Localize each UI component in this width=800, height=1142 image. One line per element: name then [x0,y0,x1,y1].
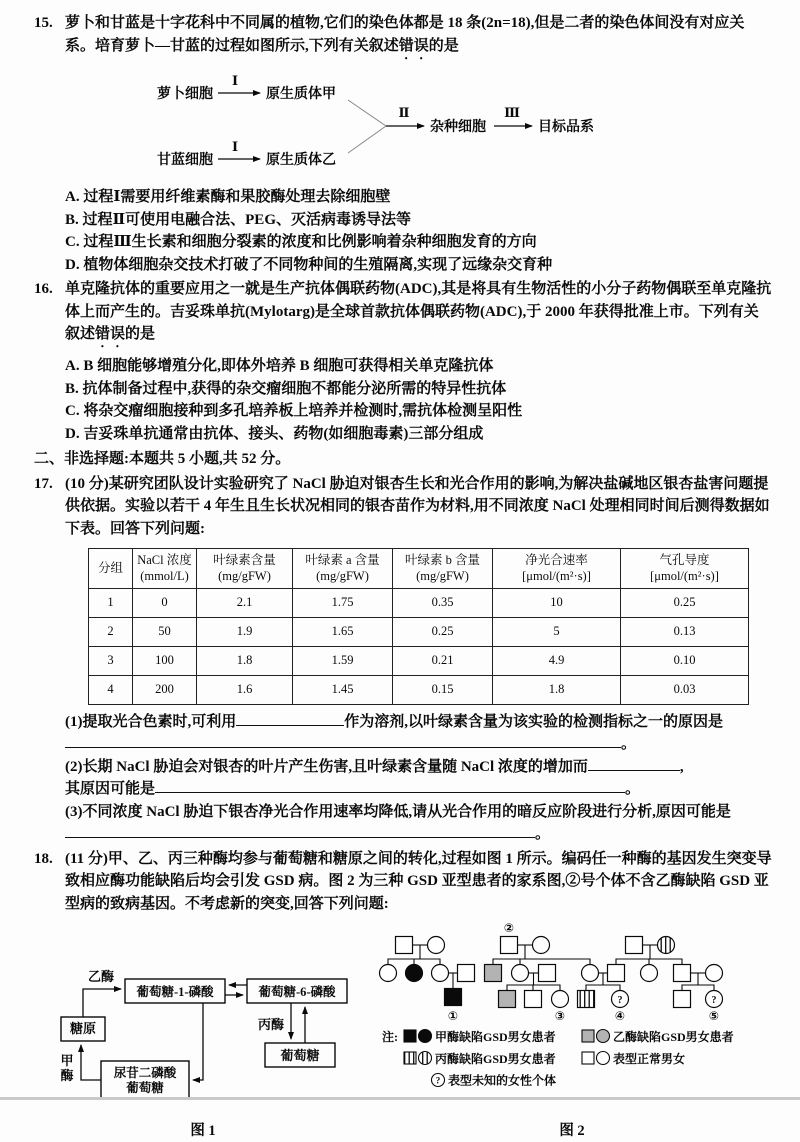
table-cell: 1.8 [197,646,293,675]
table-cell: 200 [133,675,197,704]
col-header-chlorophyll-b: 叶绿素 b 含量 (mg/gFW) [393,549,493,589]
col-header-group: 分组 [89,549,133,589]
option-a: A. 过程Ⅰ需要用纤维素酶和果胶酶处理去除细胞壁 [65,186,772,209]
individual-5-label: ⑤ [709,1009,719,1023]
q17-subquestion-1: (1)提取光合色素时,可利用 作为溶剂,以叶绿素含量为该实验的检测指标之一的原因是。 [65,711,772,756]
question-18-figures [34,923,772,1142]
option-b: B. 抗体制备过程中,获得的杂交瘤细胞不都能分泌所需的特异性抗体 [65,378,772,401]
table-cell: 3 [89,646,133,675]
q17-subquestion-2: (2)长期 NaCl 胁迫会对银杏的叶片产生伤害,且叶绿素含量随 NaCl 浓度的增加而 , 其原因可能是 。 [65,756,772,801]
option-c: C. 过程Ⅲ生长素和细胞分裂素的浓度和比例影响着杂种细胞发育的方向 [65,231,772,254]
figure-2-caption: 图 2 [372,1121,772,1142]
figure2-pedigree-chart [372,923,772,1111]
figure-1 [34,961,372,1142]
table-cell: 0.25 [393,617,493,646]
protoplast-a-label: 原生质体甲 [266,85,336,102]
table-cell: 2.1 [197,588,293,617]
target-strain-label: 目标品系 [538,118,594,135]
step3-label: Ⅲ [504,105,520,120]
table-cell: 10 [493,588,621,617]
option-d: D. 吉妥珠单抗通常由抗体、接头、药物(如细胞毒素)三部分组成 [65,423,772,446]
pedigree-symbols [380,937,723,1008]
table-cell: 0.25 [621,588,749,617]
table-header-row [89,549,749,589]
legend-item-3: 丙酶缺陷GSD男女患者 [435,1051,556,1066]
enzyme-bing-label: 丙酶 [258,1017,284,1032]
glycogen-label: 糖原 [69,1021,96,1036]
table-cell: 5 [493,617,621,646]
protoplast-fusion-diagram [152,69,622,175]
question-16 [34,278,772,351]
question-15-number: 15. [34,12,53,35]
answer-blank [65,734,621,748]
individual-4-label: ④ [615,1009,625,1023]
question-16-number: 16. [34,278,53,301]
radish-cell-label: 萝卜细胞 [157,85,213,102]
table-cell: 1 [89,588,133,617]
table-cell: 4 [89,675,133,704]
table-row [89,675,749,704]
figure1-pathway-diagram [43,961,363,1111]
table-cell: 0.21 [393,646,493,675]
question-16-options [34,355,772,445]
col-header-photosynthesis: 净光合速率 [μmol/(m²·s)] [493,549,621,589]
question-17 [34,473,772,846]
question-18-text: (11 分)甲、乙、丙三种酶均参与葡萄糖和糖原之间的转化,过程如图 1 所示。编码任一种酶的基因发生突变导致相应酶功能缺陷后均会引发 GSD 病。图 2 为三种 GSD 亚型患者的家系图,②号个体不含乙酶缺陷 GSD 亚型病的致病基因。不考虑新的突变,回答下列问题: [65,848,772,916]
legend-item-2: 乙酶缺陷GSD男女患者 [613,1029,734,1044]
unknown-mark-4: ? [618,995,623,1006]
table-cell: 0.35 [393,588,493,617]
table-cell: 0.13 [621,617,749,646]
step1-label: Ⅰ [232,73,238,88]
table-row [89,617,749,646]
table-row [89,588,749,617]
emphasized-word: 错误 [95,326,125,342]
legend-item-5: 表型未知的女性个体 [448,1073,556,1088]
enzyme-yi-label: 乙酶 [88,969,114,984]
table-cell: 1.8 [493,675,621,704]
hybrid-cell-label: 杂种细胞 [430,118,486,135]
q17-data-table [88,548,749,705]
udp-glucose-label-line1: 尿苷二磷酸 [114,1065,177,1080]
section-2-header: 二、非选择题:本题共 5 小题,共 52 分。 [34,448,772,471]
table-cell: 1.6 [197,675,293,704]
emphasized-word: 错误 [399,38,429,54]
question-16-text: 单克隆抗体的重要应用之一就是生产抗体偶联药物(ADC),其是将具有生物活性的小分子药物偶联至单克隆抗体上而产生的。吉妥珠单抗(Mylotarg)是全球首款抗体偶联药物(ADC),于 2000 年获得批准上市。下列有关叙述错误的是 [65,278,772,351]
table-cell: 0 [133,588,197,617]
table-cell: 1.45 [293,675,393,704]
question-17-text: (10 分)某研究团队设计实验研究了 NaCl 胁迫对银杏生长和光合作用的影响,为解决盐碱地区银杏盐害问题提供依据。实验以若干 4 年生且生长状况相同的银杏苗作为材料,用不同浓度 NaCl 处理相同时间后测得数据如下表。回答下列问题: [65,473,772,541]
q15-process-diagram [152,69,772,183]
individual-1-label: ① [448,1009,458,1023]
individual-2-label: ② [504,921,514,935]
table-cell: 100 [133,646,197,675]
figure-1-caption: 图 1 [34,1121,372,1142]
table-cell: 0.15 [393,675,493,704]
enzyme-jia-label-char1: 甲 [60,1053,73,1068]
step2-label: Ⅱ [399,105,410,120]
table-cell: 1.59 [293,646,393,675]
protoplast-b-label: 原生质体乙 [266,151,336,168]
legend-note-prefix: 注: [382,1029,398,1044]
answer-blank [65,824,535,838]
cabbage-cell-label: 甘蓝细胞 [157,151,213,168]
question-17-number: 17. [34,473,53,496]
glucose-label: 葡萄糖 [280,1048,319,1063]
col-header-stomatal: 气孔导度 [μmol/(m²·s)] [621,549,749,589]
answer-blank [236,712,344,726]
g6p-label: 葡萄糖-6-磷酸 [258,984,336,999]
question-18-number: 18. [34,848,53,871]
option-c: C. 将杂交瘤细胞接种到多孔培养板上培养并检测时,需抗体检测呈阳性 [65,400,772,423]
step1b-label: Ⅰ [232,139,238,154]
enzyme-jia-label-char2: 酶 [60,1068,73,1083]
option-a: A. B 细胞能够增殖分化,即体外培养 B 细胞可获得相关单克隆抗体 [65,355,772,378]
legend-item-4: 表型正常男女 [613,1051,685,1066]
answer-blank [155,779,625,793]
g1p-label: 葡萄糖-1-磷酸 [136,984,214,999]
question-15-options [34,186,772,276]
individual-3-label: ③ [555,1009,565,1023]
table-cell: 50 [133,617,197,646]
answer-blank [588,757,680,771]
unknown-mark-5: ? [712,995,717,1006]
legend-unknown-mark: ? [436,1076,441,1086]
table-cell: 4.9 [493,646,621,675]
table-cell: 2 [89,617,133,646]
udp-glucose-label-line2: 葡萄糖 [126,1080,164,1095]
legend-item-1: 甲酶缺陷GSD男女患者 [435,1029,556,1044]
table-cell: 1.9 [197,617,293,646]
table-row [89,646,749,675]
col-header-chlorophyll: 叶绿素含量 (mg/gFW) [197,549,293,589]
table-cell: 0.10 [621,646,749,675]
q17-subquestion-3: (3)不同浓度 NaCl 胁迫下银杏净光合作用速率均降低,请从光合作用的暗反应阶段进行分析,原因可能是。 [65,801,772,846]
option-d: D. 植物体细胞杂交技术打破了不同物种间的生殖隔离,实现了远缘杂交育种 [65,254,772,277]
question-15-text: 萝卜和甘蓝是十字花科中不同属的植物,它们的染色体都是 18 条(2n=18),但是二者的染色体间没有对应关系。培育萝卜—甘蓝的过程如图所示,下列有关叙述错误的是 [65,12,772,63]
figure-2 [372,923,772,1142]
table-cell: 1.65 [293,617,393,646]
option-b: B. 过程Ⅱ可使用电融合法、PEG、灭活病毒诱导法等 [65,209,772,232]
table-cell: 1.75 [293,588,393,617]
table-cell: 0.03 [621,675,749,704]
question-18 [34,848,772,916]
col-header-nacl: NaCl 浓度 (mmol/L) [133,549,197,589]
scan-bottom-edge [0,1097,800,1100]
col-header-chlorophyll-a: 叶绿素 a 含量 (mg/gFW) [293,549,393,589]
question-15 [34,12,772,63]
